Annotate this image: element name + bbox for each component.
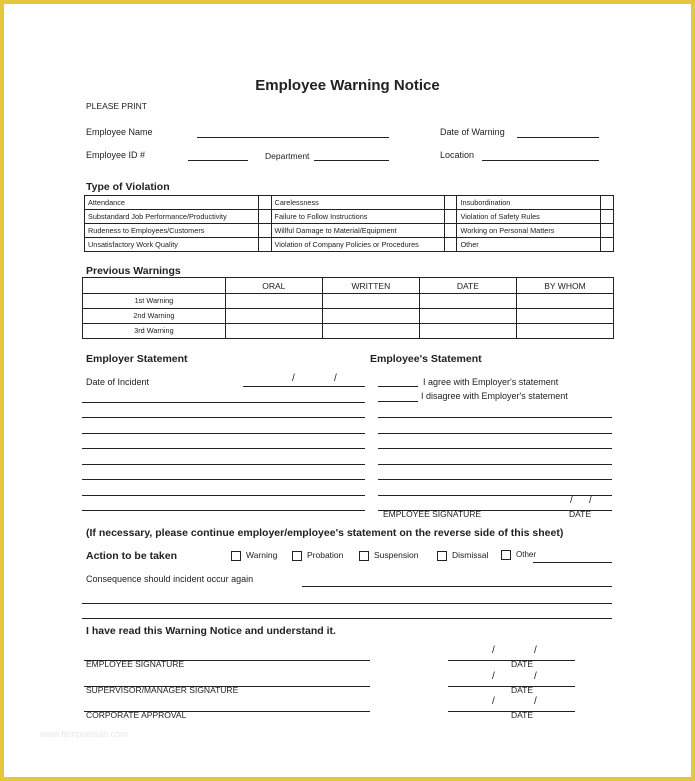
violation-checkbox[interactable] xyxy=(601,210,614,224)
employee-id-field[interactable] xyxy=(188,160,248,161)
signature-label: SUPERVISOR/MANAGER SIGNATURE xyxy=(86,685,239,695)
violation-checkbox[interactable] xyxy=(444,196,457,210)
action-option-suspension[interactable]: Suspension xyxy=(359,550,418,561)
violation-heading: Type of Violation xyxy=(86,181,170,193)
action-option-probation[interactable]: Probation xyxy=(292,550,343,561)
previous-warning-cell[interactable] xyxy=(322,309,419,324)
violation-checkbox[interactable] xyxy=(258,224,271,238)
previous-warning-cell[interactable] xyxy=(419,294,516,309)
employer-statement-line[interactable] xyxy=(82,417,365,418)
previous-warnings-column-header: WRITTEN xyxy=(322,278,419,294)
date-separator: / xyxy=(534,671,537,682)
employee-name-label: Employee Name xyxy=(86,127,153,137)
violation-type-label: Willful Damage to Material/Equipment xyxy=(271,224,444,238)
warning-number-label: 3rd Warning xyxy=(83,324,226,339)
employee-statement-heading: Employee's Statement xyxy=(370,353,482,365)
please-print-note: PLEASE PRINT xyxy=(86,101,147,111)
violation-row xyxy=(85,210,614,224)
previous-warning-cell[interactable] xyxy=(516,294,613,309)
employee-id-label: Employee ID # xyxy=(86,150,146,160)
consequence-line[interactable] xyxy=(82,603,612,604)
employee-statement-line[interactable] xyxy=(378,464,612,465)
violation-table xyxy=(84,195,614,252)
page-title: Employee Warning Notice xyxy=(255,77,440,94)
violation-type-label: Working on Personal Matters xyxy=(457,224,601,238)
violation-checkbox[interactable] xyxy=(258,196,271,210)
date-separator: / xyxy=(334,373,337,384)
acknowledge-heading: I have read this Warning Notice and understand it. xyxy=(86,625,336,637)
department-field[interactable] xyxy=(314,160,389,161)
previous-warning-row xyxy=(83,294,614,309)
previous-warning-cell[interactable] xyxy=(419,324,516,339)
date-separator: / xyxy=(534,696,537,707)
employer-statement-line[interactable] xyxy=(82,433,365,434)
date-separator: / xyxy=(492,645,495,656)
employee-statement-line[interactable] xyxy=(378,448,612,449)
consequence-line[interactable] xyxy=(82,618,612,619)
violation-checkbox[interactable] xyxy=(601,238,614,252)
signature-label: EMPLOYEE SIGNATURE xyxy=(86,659,185,669)
previous-warnings-column-header: BY WHOM xyxy=(516,278,613,294)
action-option-warning[interactable]: Warning xyxy=(231,550,277,561)
violation-type-label: Insubordination xyxy=(457,196,601,210)
date-of-incident-label: Date of Incident xyxy=(86,377,150,387)
previous-warning-cell[interactable] xyxy=(225,309,322,324)
violation-checkbox[interactable] xyxy=(258,238,271,252)
disagree-mark-line[interactable] xyxy=(378,401,418,402)
violation-type-label: Attendance xyxy=(85,196,259,210)
consequence-field[interactable] xyxy=(302,586,612,587)
consequence-label: Consequence should incident occur again xyxy=(86,574,254,584)
violation-type-label: Violation of Company Policies or Procedures xyxy=(271,238,444,252)
date-separator: / xyxy=(589,495,592,506)
date-separator: / xyxy=(570,495,573,506)
previous-warnings-column-header: ORAL xyxy=(225,278,322,294)
violation-checkbox[interactable] xyxy=(601,196,614,210)
signature-date-label: DATE xyxy=(511,685,534,695)
checkbox-icon[interactable] xyxy=(359,551,369,561)
date-separator: / xyxy=(534,645,537,656)
previous-warning-cell[interactable] xyxy=(322,324,419,339)
violation-type-label: Violation of Safety Rules xyxy=(457,210,601,224)
violation-type-label: Substandard Job Performance/Productivity xyxy=(85,210,259,224)
previous-warning-cell[interactable] xyxy=(516,324,613,339)
watermark: www.templatelab.com xyxy=(40,729,128,739)
previous-warnings-table xyxy=(82,277,614,339)
employer-statement-line[interactable] xyxy=(82,464,365,465)
signature-label: CORPORATE APPROVAL xyxy=(86,710,187,720)
previous-warnings-column-header xyxy=(83,278,226,294)
employee-statement-line[interactable] xyxy=(378,433,612,434)
violation-checkbox[interactable] xyxy=(601,224,614,238)
date-of-incident-field[interactable] xyxy=(243,386,365,387)
violation-row xyxy=(85,224,614,238)
warning-number-label: 2nd Warning xyxy=(83,309,226,324)
employee-name-field[interactable] xyxy=(197,137,389,138)
date-of-warning-label: Date of Warning xyxy=(440,127,505,137)
date-separator: / xyxy=(492,696,495,707)
previous-warning-cell[interactable] xyxy=(225,324,322,339)
checkbox-icon[interactable] xyxy=(501,550,511,560)
agree-mark-line[interactable] xyxy=(378,386,418,387)
violation-checkbox[interactable] xyxy=(444,210,457,224)
employer-statement-heading: Employer Statement xyxy=(86,353,188,365)
violation-checkbox[interactable] xyxy=(444,224,457,238)
employer-statement-line[interactable] xyxy=(82,495,365,496)
violation-type-label: Rudeness to Employees/Customers xyxy=(85,224,259,238)
employer-statement-line[interactable] xyxy=(82,510,365,511)
other-action-field[interactable] xyxy=(533,562,612,563)
violation-type-label: Failure to Follow Instructions xyxy=(271,210,444,224)
action-heading: Action to be taken xyxy=(86,550,178,562)
previous-warning-row xyxy=(83,309,614,324)
action-option-other[interactable]: Other xyxy=(501,550,536,560)
date-separator: / xyxy=(292,373,295,384)
employer-statement-line[interactable] xyxy=(82,448,365,449)
previous-warning-cell[interactable] xyxy=(419,309,516,324)
disagree-label: I disagree with Employer's statement xyxy=(421,391,568,401)
violation-row xyxy=(85,238,614,252)
previous-warning-row xyxy=(83,324,614,339)
employee-signature-label: EMPLOYEE SIGNATURE xyxy=(383,509,482,519)
checkbox-icon[interactable] xyxy=(231,551,241,561)
reverse-note: (If necessary, please continue employer/employee's statement on the reverse side of this sheet) xyxy=(86,527,564,539)
signature-date-label: DATE xyxy=(511,659,534,669)
department-label: Department xyxy=(265,151,310,161)
violation-type-label: Carelessness xyxy=(271,196,444,210)
agree-label: I agree with Employer's statement xyxy=(423,377,559,387)
checkbox-icon[interactable] xyxy=(437,551,447,561)
previous-warnings-heading: Previous Warnings xyxy=(86,265,181,277)
previous-warning-cell[interactable] xyxy=(322,294,419,309)
violation-type-label: Other xyxy=(457,238,601,252)
action-option-dismissal[interactable]: Dismissal xyxy=(437,550,488,561)
checkbox-icon[interactable] xyxy=(292,551,302,561)
signature-date-label: DATE xyxy=(511,710,534,720)
employer-statement-line[interactable] xyxy=(82,479,365,480)
employer-statement-line[interactable] xyxy=(82,402,365,403)
employee-statement-line[interactable] xyxy=(378,479,612,480)
employee-date-label: DATE xyxy=(569,509,592,519)
location-label: Location xyxy=(440,150,475,160)
date-separator: / xyxy=(492,671,495,682)
employee-statement-line[interactable] xyxy=(378,495,612,496)
previous-warnings-column-header: DATE xyxy=(419,278,516,294)
violation-checkbox[interactable] xyxy=(444,238,457,252)
previous-warning-cell[interactable] xyxy=(516,309,613,324)
employee-statement-line[interactable] xyxy=(378,417,612,418)
previous-warning-cell[interactable] xyxy=(225,294,322,309)
violation-checkbox[interactable] xyxy=(258,210,271,224)
date-of-warning-field[interactable] xyxy=(517,137,599,138)
violation-type-label: Unsatisfactory Work Quality xyxy=(85,238,259,252)
location-field[interactable] xyxy=(482,160,599,161)
warning-number-label: 1st Warning xyxy=(83,294,226,309)
violation-row xyxy=(85,196,614,210)
